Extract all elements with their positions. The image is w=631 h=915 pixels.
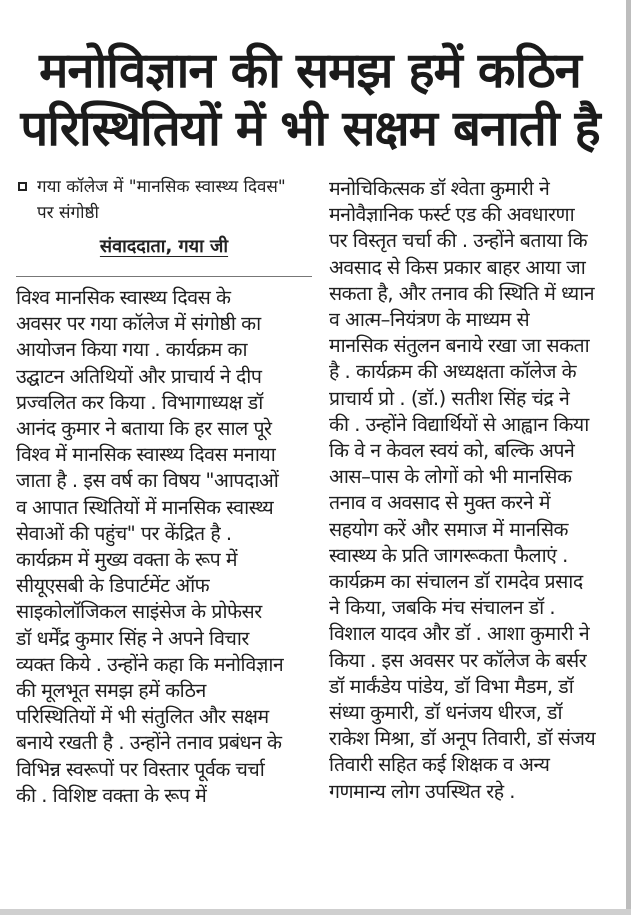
bottom-edge-rule (0, 909, 631, 915)
article-line: संध्या कुमारी, डॉ धनंजय धीरज, डॉ (329, 701, 563, 725)
headline-line-1: मनोविज्ञान की समझ हमें कठिन (39, 42, 581, 99)
square-bullet-icon (18, 182, 27, 191)
article-line: प्राचार्य प्रो . (डॉ.) सतीश सिंह चंद्र ने (329, 386, 570, 410)
article-body-right (329, 176, 619, 805)
article-line: परिस्थितियों में भी संतुलित और सक्षम (16, 705, 269, 729)
article-line: आयोजन किया गया . कार्यक्रम का (16, 338, 247, 362)
article-line: जाता है . इस वर्ष का विषय "आपदाओं (16, 469, 279, 493)
article-line: गणमान्य लोग उपस्थित रहे . (329, 779, 516, 803)
column-divider (16, 276, 312, 277)
article-line: बनाये रखती है . उन्होंने तनाव प्रबंधन के (16, 731, 282, 755)
article-line: मानसिक संतुलन बनाये रखा जा सकता (329, 334, 590, 358)
article-line: अवसाद से किस प्रकार बाहर आया जा (329, 255, 586, 279)
right-column (329, 176, 619, 805)
article-line: विश्व मानसिक स्वास्थ्य दिवस के (16, 286, 231, 309)
headline (0, 42, 620, 158)
headline-line-2: परिस्थितियों में भी सक्षम बनाती है (20, 100, 600, 157)
article-line: राकेश मिश्रा, डॉ अनूप तिवारी, डॉ संजय (329, 727, 596, 751)
article-line: मनोवैज्ञानिक फर्स्ट एड की अवधारणा (329, 203, 575, 227)
article-line: डॉ धर्मेंद्र कुमार सिंह ने अपने विचार (16, 626, 249, 650)
article-line: की मूलभूत समझ हमें कठिन (16, 679, 206, 703)
article-line: मनोचिकित्सक डॉ श्वेता कुमारी ने (329, 177, 550, 200)
right-edge-rule (626, 0, 631, 915)
article-line: कि वे न केवल स्वयं को, बल्कि अपने (329, 439, 575, 463)
article-line: स्वास्थ्य के प्रति जागरूकता फैलाएं . (329, 543, 568, 567)
kicker (18, 174, 312, 226)
kicker-text: गया कॉलेज में "मानसिक स्वास्थ्य दिवस" पर संगोष्ठी (37, 177, 286, 223)
article-line: डॉ मार्कंडेय पांडेय, डॉ विभा मैडम, डॉ (329, 674, 574, 698)
article-line: विभिन्न स्वरूपों पर विस्तार पूर्वक चर्चा (16, 757, 265, 781)
byline: संवाददाता, गया जी (99, 236, 229, 257)
article-line: प्रज्वलित कर किया . विभागाध्यक्ष डॉ (16, 390, 263, 414)
article-line: आनंद कुमार ने बताया कि हर साल पूरे (16, 417, 272, 441)
article-body-left (16, 285, 312, 809)
article-line: कार्यक्रम में मुख्य वक्ता के रूप में (16, 548, 238, 572)
article-line: उद्घाटन अतिथियों और प्राचार्य ने दीप (16, 364, 262, 388)
article-line: है . कार्यक्रम की अध्यक्षता कॉलेज के (329, 360, 577, 384)
article-line: सीयूएसबी के डिपार्टमेंट ऑफ (16, 574, 210, 598)
article-line: तनाव व अवसाद से मुक्त करने में (329, 491, 551, 515)
article-line: कार्यक्रम का संचालन डॉ रामदेव प्रसाद (329, 570, 583, 594)
article-line: की . उन्होंने विद्यार्थियों से आह्वान किया (329, 412, 589, 436)
article-line: किया . इस अवसर पर कॉलेज के बर्सर (329, 648, 587, 672)
article-line: सेवाओं की पहुंच" पर केंद्रित है . (16, 521, 232, 545)
article-line: विशाल यादव और डॉ . आशा कुमारी ने (329, 622, 590, 646)
article-line: व आत्म–नियंत्रण के माध्यम से (329, 308, 530, 332)
article-line: आस–पास के लोगों को भी मानसिक (329, 465, 572, 489)
article-line: पर विस्तृत चर्चा की . उन्होंने बताया कि (329, 229, 588, 253)
article-line: अवसर पर गया कॉलेज में संगोष्ठी का (16, 312, 261, 336)
article-line: सकता है, और तनाव की स्थिति में ध्यान (329, 281, 595, 305)
article-line: साइकोलॉजिकल साइंसेज के प्रोफेसर (16, 600, 262, 624)
left-column (16, 174, 312, 809)
article-line: सहयोग करें और समाज में मानसिक (329, 517, 569, 541)
article-line: व्यक्त किये . उन्होंने कहा कि मनोविज्ञान (16, 652, 284, 676)
article-line: विश्व में मानसिक स्वास्थ्य दिवस मनाया (16, 443, 276, 467)
article-line: ने किया, जबकि मंच संचालन डॉ . (329, 596, 556, 620)
article-line: तिवारी सहित कई शिक्षक व अन्य (329, 753, 550, 777)
article-line: व आपात स्थितियों में मानसिक स्वास्थ्य (16, 495, 274, 519)
article-line: की . विशिष्ट वक्ता के रूप में (16, 783, 207, 807)
